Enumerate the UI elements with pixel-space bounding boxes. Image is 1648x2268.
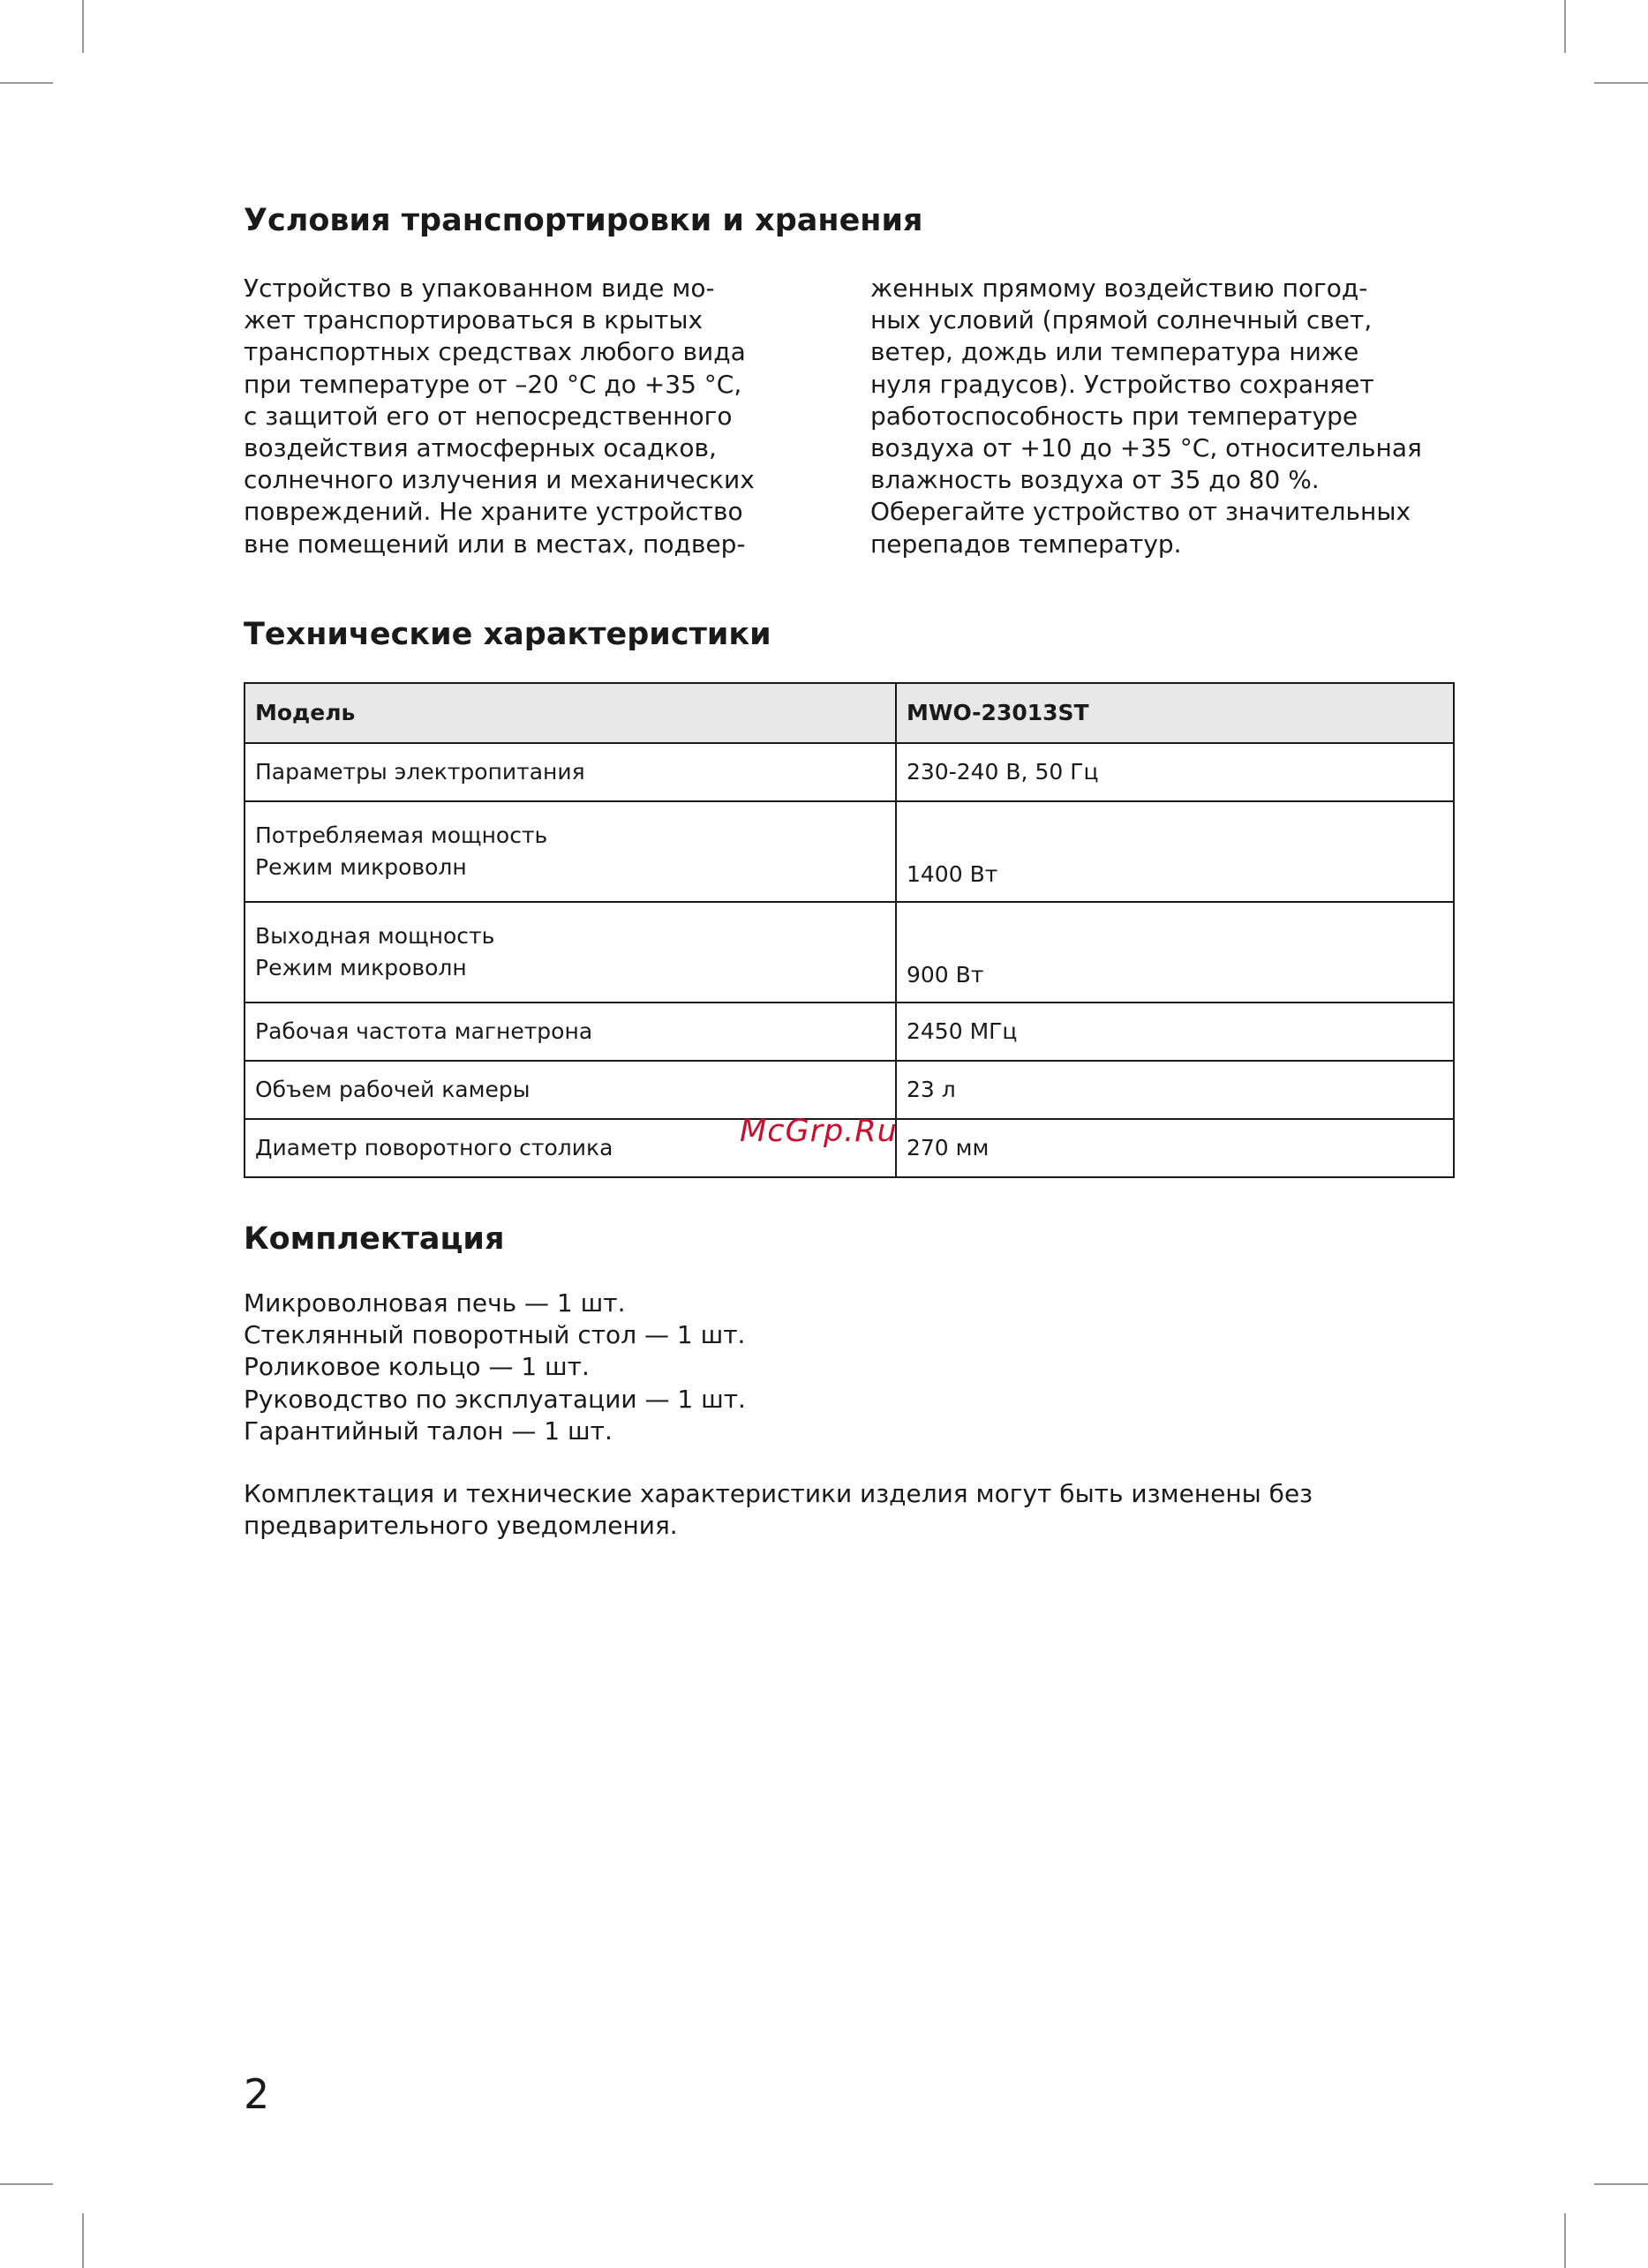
- table-row: [245, 1003, 1454, 1061]
- list-item: Микроволновая печь — 1 шт.: [244, 1288, 626, 1318]
- package-list: [244, 1288, 746, 1447]
- table-cell-label-line: Потребляемая мощность: [255, 822, 548, 848]
- page-number: 2: [244, 2070, 270, 2118]
- table-row: [245, 902, 1454, 1003]
- table-cell-value: [896, 902, 1454, 1003]
- package-note: Комплектация и технические характеристики изделия могут быть изменены без предварительного уведомления.: [244, 1479, 1313, 1541]
- table-cell-label-line: Выходная мощность: [255, 923, 495, 949]
- table-cell-value: 23 л: [896, 1061, 1454, 1119]
- crop-mark: [1564, 2213, 1566, 2268]
- table-cell-sublabel: Режим микроволн: [255, 854, 467, 880]
- crop-mark: [82, 0, 84, 53]
- list-item: Гарантийный талон — 1 шт.: [244, 1416, 613, 1446]
- package-heading: Комплектация: [244, 1221, 505, 1257]
- list-item: Роликовое кольцо — 1 шт.: [244, 1352, 590, 1382]
- table-cell-value-text: 1400 Вт: [907, 861, 998, 887]
- list-item: Руководство по эксплуатации — 1 шт.: [244, 1384, 746, 1414]
- table-row: [245, 1061, 1454, 1119]
- transport-text-col2: женных прямому воздействию погод- ных условий (прямой солнечный свет, ветер, дождь или температура ниже нуля градусов). Устройство сохраняет работоспособность при температуре воздуха от +10 до +35 °С, относительная влажность воздуха от 35 до 80 %. Оберегайте устройство от значительных перепадов температур.: [870, 274, 1422, 559]
- table-cell-value: 230-240 В, 50 Гц: [896, 743, 1454, 801]
- table-cell-label: Параметры электропитания: [245, 743, 896, 801]
- table-cell-label: [245, 801, 896, 902]
- table-cell-value: 2450 МГц: [896, 1003, 1454, 1061]
- specs-heading: Технические характеристики: [244, 617, 771, 652]
- crop-mark: [82, 2213, 84, 2268]
- table-row: [245, 743, 1454, 801]
- crop-mark: [1594, 2183, 1648, 2185]
- table-cell-sublabel: Режим микроволн: [255, 955, 467, 980]
- table-cell-label: Диаметр поворотного столика: [245, 1119, 896, 1177]
- table-header-row: [245, 683, 1454, 743]
- specs-table: [244, 682, 1455, 1178]
- table-cell-label: Модель: [245, 683, 896, 743]
- table-cell-label: [245, 902, 896, 1003]
- list-item: Стеклянный поворотный стол — 1 шт.: [244, 1320, 746, 1350]
- crop-mark: [1594, 82, 1648, 84]
- crop-mark: [0, 2183, 53, 2185]
- watermark: McGrp.Ru: [740, 1114, 898, 1149]
- crop-mark: [0, 82, 53, 84]
- table-cell-label: Объем рабочей камеры: [245, 1061, 896, 1119]
- table-cell-value: MWO-23013ST: [896, 683, 1454, 743]
- transport-heading: Условия транспортировки и хранения: [244, 203, 923, 238]
- transport-text-col1: Устройство в упакованном виде мо- жет транспортироваться в крытых транспортных средствах любого вида при температуре от –20 °С до +35 °С, с защитой его от непосредственного воздействия атмосферных осадков, солнечного излучения и механических повреждений. Не храните устройство вне помещений или в местах, подвер-: [244, 274, 755, 559]
- table-cell-value: [896, 801, 1454, 902]
- table-row: [245, 801, 1454, 902]
- table-cell-label: Рабочая частота магнетрона: [245, 1003, 896, 1061]
- table-cell-value: 270 мм: [896, 1119, 1454, 1177]
- table-cell-value-text: 900 Вт: [907, 962, 984, 988]
- crop-mark: [1564, 0, 1566, 53]
